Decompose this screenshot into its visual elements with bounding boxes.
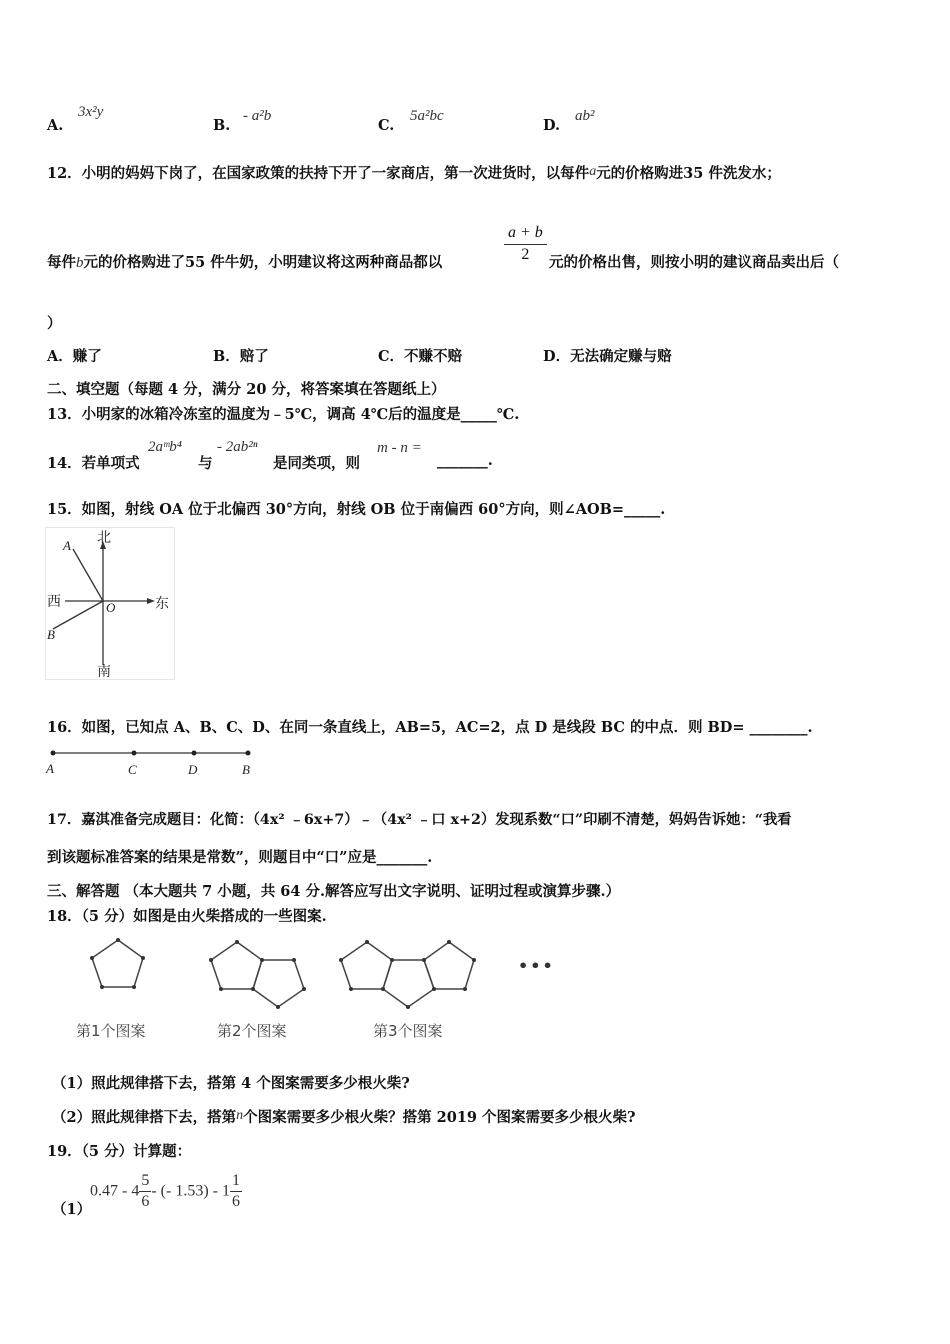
- q11-option-b-label: B.: [213, 117, 231, 134]
- vertex: [447, 940, 451, 944]
- vertex: [100, 985, 104, 989]
- q16-text: 16．如图，已知点 A、B、C、D、在同一条直线上，AB=5，AC=2，点 D 是线段 BC 的中点．则 BD= ________.: [47, 719, 813, 736]
- q14-pre: 14．若单项式: [47, 455, 140, 472]
- q18-sub2-post: 个图案需要多少根火柴？搭第 2019 个图案需要多少根火柴?: [243, 1109, 636, 1126]
- vertex: [422, 958, 426, 962]
- q19-frac1-denominator: 6: [141, 1193, 150, 1210]
- pattern-ellipsis: •••: [518, 956, 555, 975]
- q12-line1-pre: 12．小明的妈妈下岗了，在国家政策的扶持下开了一家商店，第一次进货时，以每件: [47, 165, 590, 182]
- vertex: [260, 958, 264, 962]
- point-d-label: D: [188, 762, 198, 777]
- q12-fraction: [504, 224, 547, 264]
- q11-option-a-expr: 3x²y: [78, 104, 104, 120]
- q19-expr-part-b: - (- 1.53) - 1: [151, 1182, 230, 1200]
- pattern2-caption: 第2个图案: [217, 1022, 287, 1040]
- east-arrowhead: [147, 598, 155, 604]
- q16-line-figure: [44, 745, 259, 779]
- q11-option-d-expr: ab²: [575, 108, 595, 124]
- vertex: [463, 987, 467, 991]
- q18-title: 18．（5 分）如图是由火柴搭成的一些图案.: [47, 908, 327, 925]
- q11-option-c-expr: 5a²bc: [410, 108, 444, 124]
- vertex: [141, 956, 145, 960]
- section2-header: 二、填空题（每题 4 分，满分 20 分，将答案填在答题纸上）: [47, 381, 446, 398]
- pattern2-pentagon-right: [253, 960, 304, 1007]
- vertex: [381, 987, 385, 991]
- q14-post: 是同类项，则: [273, 455, 360, 472]
- q18-sub2: [52, 1106, 636, 1127]
- q14-mid: 与: [198, 455, 213, 472]
- vertex: [209, 958, 213, 962]
- ray-oa: [73, 549, 103, 601]
- pattern3-pentagon-1: [341, 942, 392, 989]
- q19-frac2-denominator: 6: [231, 1193, 240, 1210]
- vertex: [219, 987, 223, 991]
- vertex: [432, 987, 436, 991]
- vertex: [339, 958, 343, 962]
- q14-term1: 2aᵐb⁴: [148, 439, 182, 455]
- q18-sub2-var-n: n: [236, 1108, 244, 1123]
- q11-option-d-label: D.: [543, 117, 561, 134]
- vertex: [472, 958, 476, 962]
- vertex: [276, 1005, 280, 1009]
- vertex: [235, 940, 239, 944]
- point-b: [246, 751, 251, 756]
- q12-option-c: C．不赚不赔: [378, 348, 463, 365]
- pattern3-caption: 第3个图案: [373, 1022, 443, 1040]
- q12-fraction-numerator: a + b: [504, 224, 547, 245]
- pattern1-caption: 第1个图案: [76, 1022, 146, 1040]
- vertex: [349, 987, 353, 991]
- point-b-label: B: [242, 762, 250, 777]
- q17-line2: 到该题标准答案的结果是常数”，则题目中“口”应是_______.: [47, 849, 433, 866]
- section3-header: 三、解答题 （本大题共 7 小题，共 64 分.解答应写出文字说明、证明过程或演算步骤.）: [47, 883, 621, 900]
- line-segment-diagram: [44, 745, 259, 765]
- vertex: [292, 958, 296, 962]
- q13-text: 13．小明家的冰箱冷冻室的温度为﹣5℃，调高 4℃后的温度是_____℃.: [47, 406, 520, 423]
- vertex: [406, 1005, 410, 1009]
- pattern3-pentagon-3: [424, 942, 474, 989]
- q18-sub1: （1）照此规律搭下去，搭第 4 个图案需要多少根火柴?: [52, 1075, 410, 1092]
- q18-sub2-pre: （2）照此规律搭下去，搭第: [52, 1109, 237, 1126]
- vertex: [132, 985, 136, 989]
- q15-text: 15．如图，射线 OA 位于北偏西 30°方向，射线 OB 位于南偏西 60°方向，则∠AOB=_____.: [47, 501, 666, 518]
- q11-option-c-label: C.: [378, 117, 395, 134]
- point-o-label: O: [106, 600, 116, 615]
- q12-fraction-denominator: 2: [521, 246, 530, 263]
- pentagon-patterns: [70, 932, 570, 1012]
- q12-line2-pre: 每件: [47, 254, 76, 271]
- point-a: [51, 751, 56, 756]
- q14-term2: - 2ab²ⁿ: [217, 439, 258, 455]
- q17-line1: 17．嘉淇准备完成题目：化简：（4x² ﹣6x+7）﹣（4x² ﹣口 x+2）发现系数“口”印刷不清楚，妈妈告诉她：“我看: [47, 812, 792, 828]
- q19-expression: [90, 1172, 242, 1211]
- q11-option-a-label: A.: [47, 117, 64, 134]
- point-a-label: A: [46, 761, 54, 776]
- north-label: 北: [97, 530, 111, 546]
- pattern2-pentagon-left: [211, 942, 262, 989]
- q19-title: 19．（5 分）计算题：: [47, 1143, 192, 1160]
- vertex: [365, 940, 369, 944]
- q12-line2-mid: 元的价格购进了55 件牛奶，小明建议将这两种商品都以: [83, 254, 443, 271]
- point-b-label: B: [47, 627, 55, 642]
- q19-frac1-numerator: 5: [139, 1172, 151, 1192]
- south-label: 南: [97, 664, 111, 680]
- q18-matchstick-figure: [70, 932, 570, 1047]
- point-c: [132, 751, 137, 756]
- vertex: [251, 987, 255, 991]
- q12-line1-post: 元的价格购进35 件洗发水；: [596, 165, 781, 182]
- q12-var-b: b: [76, 255, 84, 271]
- vertex: [90, 956, 94, 960]
- point-d: [192, 751, 197, 756]
- q12-line2: [47, 251, 442, 272]
- q12-line3: ）: [47, 315, 62, 332]
- pattern1-pentagon: [92, 940, 143, 987]
- q12-option-a: A．赚了: [47, 348, 102, 365]
- q12-line1: [47, 162, 781, 183]
- east-label: 东: [155, 596, 169, 612]
- q11-option-b-expr: - a²b: [243, 108, 272, 124]
- q14-expression: m - n =: [377, 440, 422, 456]
- point-a-label: A: [63, 538, 71, 553]
- vertex: [390, 958, 394, 962]
- q12-option-d: D．无法确定赚与赔: [543, 348, 672, 365]
- west-label: 西: [47, 594, 61, 610]
- q12-line2-post: 元的价格出售，则按小明的建议商品卖出后（: [549, 254, 839, 271]
- point-c-label: C: [128, 762, 137, 777]
- q19-sub1-label: （1）: [52, 1201, 92, 1218]
- vertex: [116, 938, 120, 942]
- q15-compass-figure: [45, 527, 175, 680]
- vertex: [302, 987, 306, 991]
- q12-option-b: B．赔了: [213, 348, 269, 365]
- q19-expr-part-a: 0.47 - 4: [90, 1182, 140, 1200]
- q19-frac2-numerator: 1: [230, 1172, 242, 1192]
- q12-var-a: a: [589, 164, 597, 179]
- q14-blank: _______.: [437, 452, 493, 469]
